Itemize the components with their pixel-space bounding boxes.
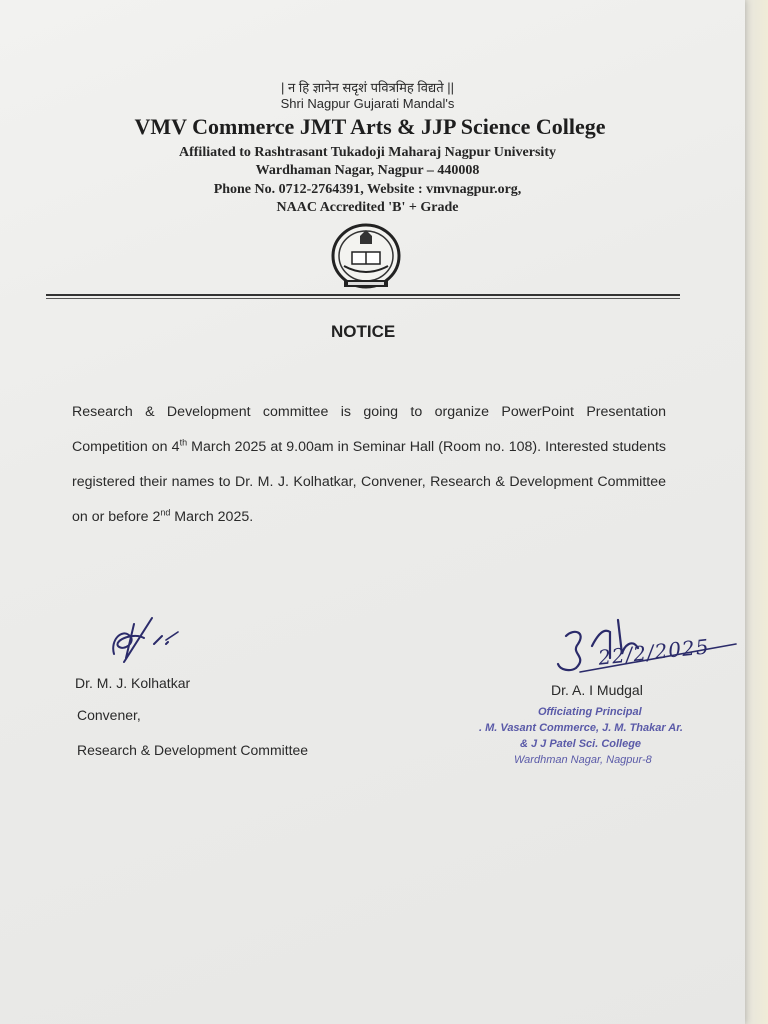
header-divider (46, 294, 680, 296)
principal-name: Dr. A. I Mudgal (551, 682, 643, 698)
college-name: VMV Commerce JMT Arts & JJP Science College (134, 114, 606, 139)
stamp-line-1: Officiating Principal (538, 706, 642, 718)
notice-body: Research & Development committee is going to organize PowerPoint Presentation Competition on 4th March 2025 at 9.00am in Seminar Hall (Room no. 108). Interested students registered their names to Dr. M. J. Kolhatkar, Convener, Research & Development Committee on or before 2nd March 2025. (72, 404, 666, 525)
affiliation-line: Affiliated to Rashtrasant Tukadoji Maharaj Nagpur University (179, 145, 556, 160)
stamp-line-2: . M. Vasant Commerce, J. M. Thakar Ar. (479, 722, 683, 734)
principal-signature-date: 22/2/2025 (597, 634, 711, 670)
mandal-name: Shri Nagpur Gujarati Mandal's (280, 96, 455, 111)
accreditation-line: NAAC Accredited 'B' + Grade (276, 200, 459, 215)
notice-title: NOTICE (331, 322, 396, 341)
header-divider-thin (46, 298, 680, 299)
college-logo (330, 222, 402, 294)
address-line: Wardhaman Nagar, Nagpur – 440008 (255, 163, 480, 178)
stamp-line-3: & J J Patel Sci. College (520, 738, 642, 750)
committee-name: Research & Development Committee (77, 742, 309, 758)
convener-name: Dr. M. J. Kolhatkar (75, 675, 191, 691)
contact-line: Phone No. 0712-2764391, Website : vmvnagpur.org, (213, 182, 522, 197)
college-motto: | न हि ज्ञानेन सदृशं पवित्रमिह विद्यते || (281, 80, 454, 95)
convener-signature (104, 610, 188, 668)
convener-role: Convener, (77, 707, 141, 723)
stamp-line-4: Wardhman Nagar, Nagpur-8 (514, 754, 652, 766)
